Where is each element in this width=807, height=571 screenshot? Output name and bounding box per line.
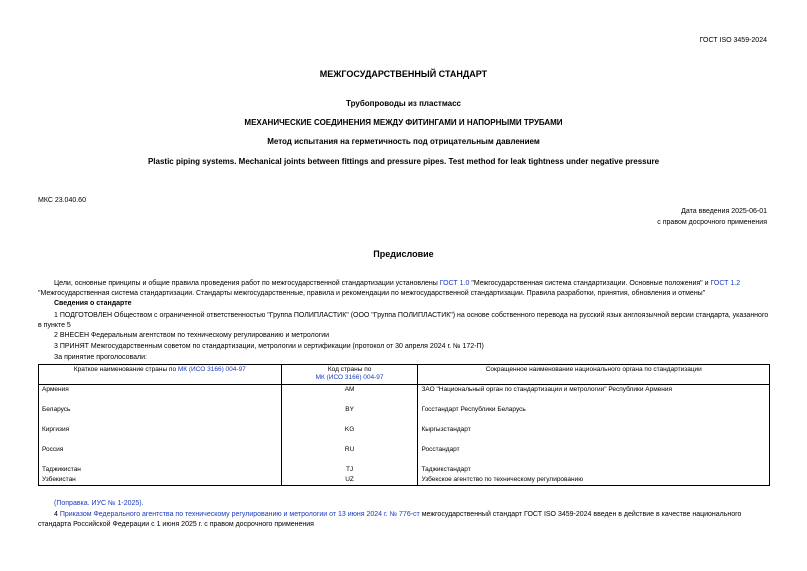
- table-header-row: [39, 365, 770, 385]
- introduction-date: Дата введения 2025-06-01: [681, 208, 767, 215]
- code-cell: RU: [281, 445, 418, 465]
- foreword-item-4: [38, 510, 770, 529]
- standard-type-title: МЕЖГОСУДАРСТВЕННЫЙ СТАНДАРТ: [319, 69, 488, 79]
- p1-text-c: "Межгосударственная система стандартизации. Стандарты межгосударственные, правила и рекомендации по межгосударственной стандартизации. Правила разработки, принятия, обновления и отмены": [38, 289, 706, 297]
- header-country-name: Краткое наименование страны по МК (ИСО 3166) 004-97: [39, 365, 282, 385]
- foreword-heading: Предисловие: [373, 249, 434, 259]
- table-row: [39, 405, 770, 425]
- body-cell: Росстандарт: [418, 445, 770, 465]
- code-cell: KG: [281, 425, 418, 445]
- table-row: [39, 465, 770, 475]
- body-cell: Таджикстандарт: [418, 465, 770, 475]
- foreword-item-1: 1 ПОДГОТОВЛЕН Обществом с ограниченной ответственностью "Группа ПОЛИПЛАСТИК" (ООО "Группа ПОЛИПЛАСТИК") на основе собственного перевода на русский язык англоязычной версии стандарта, указанного в пункте 5: [38, 312, 769, 329]
- countries-table: [38, 364, 770, 486]
- p1-text-a: Цели, основные принципы и общие правила проведения работ по межгосударственной стандартизации установлены: [54, 280, 440, 287]
- body-cell: Кыргызстандарт: [418, 425, 770, 445]
- item4-number: 4: [54, 511, 60, 518]
- gost-1-0-link[interactable]: ГОСТ 1.0: [439, 280, 470, 287]
- mks-code: МКС 23.040.60: [38, 197, 86, 204]
- country-cell: Таджикистан: [39, 465, 282, 475]
- body-cell: ЗАО "Национальный орган по стандартизации и метрологии" Республики Армения: [418, 385, 770, 406]
- p1-text-b: "Межгосударственная система стандартизации. Основные положения" и: [469, 280, 711, 287]
- document-code: ГОСТ ISO 3459-2024: [699, 37, 767, 44]
- code-cell: UZ: [281, 475, 418, 486]
- mk-iso-3166-code-link[interactable]: МК (ИСО 3166) 004-97: [315, 374, 384, 381]
- main-title: МЕХАНИЧЕСКИЕ СОЕДИНЕНИЯ МЕЖДУ ФИТИНГАМИ И НАПОРНЫМИ ТРУБАМИ: [244, 118, 563, 127]
- header-national-body: Сокращенное наименование национального органа по стандартизации: [418, 365, 770, 385]
- country-cell: Беларусь: [39, 405, 282, 425]
- code-cell: BY: [281, 405, 418, 425]
- header-country-code: Код страны по МК (ИСО 3166) 004-97: [281, 365, 418, 385]
- item4-text: межгосударственный стандарт ГОСТ ISO 3459-2024 введен в действие в качестве национального стандарта Российской Федерации с 1 июня 2025 г. с правом досрочного применения: [38, 511, 742, 528]
- standard-info-heading: Сведения о стандарте: [54, 300, 132, 307]
- foreword-paragraph-1: [38, 279, 770, 298]
- table-row: [39, 445, 770, 465]
- subject-title: Трубопроводы из пластмасс: [346, 99, 461, 108]
- code-cell: TJ: [281, 465, 418, 475]
- table-row: [39, 475, 770, 486]
- method-title: Метод испытания на герметичность под отрицательным давлением: [267, 137, 540, 146]
- country-cell: Киргизия: [39, 425, 282, 445]
- amendment-link[interactable]: (Поправка. ИУС № 1-2025).: [54, 500, 144, 507]
- country-cell: Армения: [39, 385, 282, 406]
- body-cell: Узбекское агентство по техническому регулированию: [418, 475, 770, 486]
- early-application-note: с правом досрочного применения: [657, 219, 767, 226]
- gost-1-2-link[interactable]: ГОСТ 1.2: [710, 280, 741, 287]
- rosstandart-order-link[interactable]: Приказом Федерального агентства по техническому регулированию и метрологии от 13 июня 2024 г. № 776-ст: [59, 511, 420, 518]
- english-title: Plastic piping systems. Mechanical joints between fittings and pressure pipes. Test method for leak tightness under negative pressure: [147, 157, 660, 166]
- table-row: [39, 385, 770, 406]
- mk-iso-3166-link[interactable]: МК (ИСО 3166) 004-97: [177, 366, 246, 373]
- country-cell: Узбекистан: [39, 475, 282, 486]
- voted-label: За принятие проголосовали:: [54, 354, 147, 361]
- body-cell: Госстандарт Республики Беларусь: [418, 405, 770, 425]
- country-cell: Россия: [39, 445, 282, 465]
- code-cell: AM: [281, 385, 418, 406]
- table-row: [39, 425, 770, 445]
- foreword-item-3: 3 ПРИНЯТ Межгосударственным советом по стандартизации, метрологии и сертификации (протокол от 30 апреля 2024 г. № 172-П): [54, 343, 484, 350]
- foreword-item-2: 2 ВНЕСЕН Федеральным агентством по техническому регулированию и метрологии: [54, 332, 330, 339]
